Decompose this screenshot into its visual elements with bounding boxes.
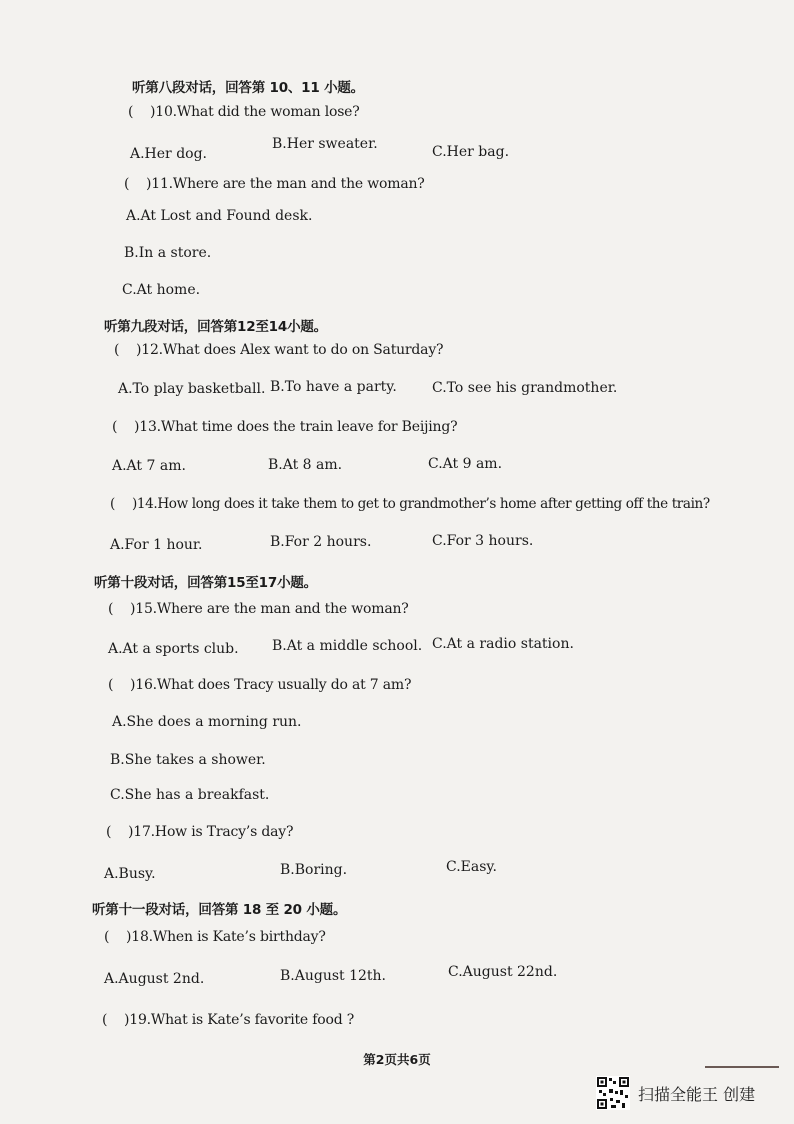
- question-text: 16.What does Tracy usually do at 7 am?: [135, 677, 412, 693]
- question-15: ( )15.Where are the man and the woman?: [108, 601, 409, 617]
- question-18: ( )18.When is Kate’s birthday?: [104, 929, 326, 945]
- answer-blank[interactable]: (: [108, 601, 114, 617]
- answer-blank[interactable]: (: [108, 677, 114, 693]
- option-10b: B.Her sweater.: [272, 136, 378, 152]
- option-18b: B.August 12th.: [280, 968, 387, 984]
- question-text: 14.How long does it take them to get to grandmother’s home after getting off the train?: [136, 496, 710, 512]
- page-number: 第2页共6页: [363, 1052, 431, 1067]
- option-12b: B.To have a party.: [270, 379, 397, 395]
- option-10a: A.Her dog.: [130, 146, 207, 162]
- option-12c: C.To see his grandmother.: [432, 380, 618, 396]
- question-16: ( )16.What does Tracy usually do at 7 am?: [108, 677, 412, 693]
- question-text: 11.Where are the man and the woman?: [151, 176, 425, 192]
- option-18a: A.August 2nd.: [104, 971, 205, 987]
- answer-blank[interactable]: (: [114, 342, 120, 358]
- scanner-watermark: [596, 1075, 755, 1111]
- option-17c: C.Easy.: [446, 859, 497, 875]
- option-15c: C.At a radio station.: [432, 636, 574, 652]
- option-16a: A.She does a morning run.: [112, 714, 302, 730]
- option-16b: B.She takes a shower.: [110, 752, 266, 768]
- option-16c: C.She has a breakfast.: [110, 787, 270, 803]
- footer-rule: [705, 1066, 779, 1068]
- question-10: ( )10.What did the woman lose?: [128, 104, 360, 120]
- answer-blank[interactable]: (: [106, 824, 112, 840]
- option-13a: A.At 7 am.: [112, 458, 186, 474]
- option-12a: A.To play basketball.: [118, 381, 266, 397]
- scanner-label: 扫描全能王 创建: [638, 1084, 756, 1104]
- question-text: 18.When is Kate’s birthday?: [131, 929, 326, 945]
- option-15a: A.At a sports club.: [108, 641, 239, 657]
- question-text: 17.How is Tracy’s day?: [133, 824, 294, 840]
- answer-blank[interactable]: (: [128, 104, 134, 120]
- option-11b: B.In a store.: [124, 245, 212, 261]
- option-18c: C.August 22nd.: [448, 964, 558, 980]
- option-11c: C.At home.: [122, 282, 201, 298]
- answer-blank[interactable]: (: [102, 1012, 108, 1028]
- option-11a: A.At Lost and Found desk.: [126, 208, 313, 224]
- qr-code-icon: [596, 1076, 630, 1110]
- section-heading-8: 听第八段对话，回答第 10、11 小题。: [132, 80, 364, 96]
- option-17a: A.Busy.: [104, 866, 156, 882]
- option-10c: C.Her bag.: [432, 144, 510, 160]
- section-heading-10: 听第十段对话，回答第15至17小题。: [94, 575, 317, 591]
- answer-blank[interactable]: (: [112, 419, 118, 435]
- answer-blank[interactable]: (: [110, 496, 115, 512]
- question-12: ( )12.What does Alex want to do on Saturday?: [114, 342, 444, 358]
- question-13: ( )13.What time does the train leave for Beijing?: [112, 419, 458, 435]
- answer-blank[interactable]: (: [104, 929, 110, 945]
- option-13b: B.At 8 am.: [268, 457, 343, 473]
- option-14a: A.For 1 hour.: [110, 537, 203, 553]
- question-11: ( )11.Where are the man and the woman?: [124, 176, 425, 192]
- answer-blank[interactable]: (: [124, 176, 130, 192]
- section-heading-9: 听第九段对话，回答第12至14小题。: [104, 319, 327, 335]
- question-text: 10.What did the woman lose?: [155, 104, 360, 120]
- option-15b: B.At a middle school.: [272, 638, 423, 654]
- option-14b: B.For 2 hours.: [270, 534, 372, 550]
- section-heading-11: 听第十一段对话，回答第 18 至 20 小题。: [92, 902, 347, 918]
- question-14: ( )14.How long does it take them to get to grandmother’s home after getting off the train?: [110, 496, 710, 512]
- option-14c: C.For 3 hours.: [432, 533, 534, 549]
- question-text: 15.Where are the man and the woman?: [135, 601, 409, 617]
- question-17: ( )17.How is Tracy’s day?: [106, 824, 294, 840]
- option-17b: B.Boring.: [280, 862, 348, 878]
- question-text: 12.What does Alex want to do on Saturday?: [141, 342, 444, 358]
- question-text: 19.What is Kate’s favorite food ?: [129, 1012, 355, 1028]
- option-13c: C.At 9 am.: [428, 456, 503, 472]
- question-text: 13.What time does the train leave for Beijing?: [139, 419, 458, 435]
- question-19: ( )19.What is Kate’s favorite food ?: [102, 1012, 355, 1028]
